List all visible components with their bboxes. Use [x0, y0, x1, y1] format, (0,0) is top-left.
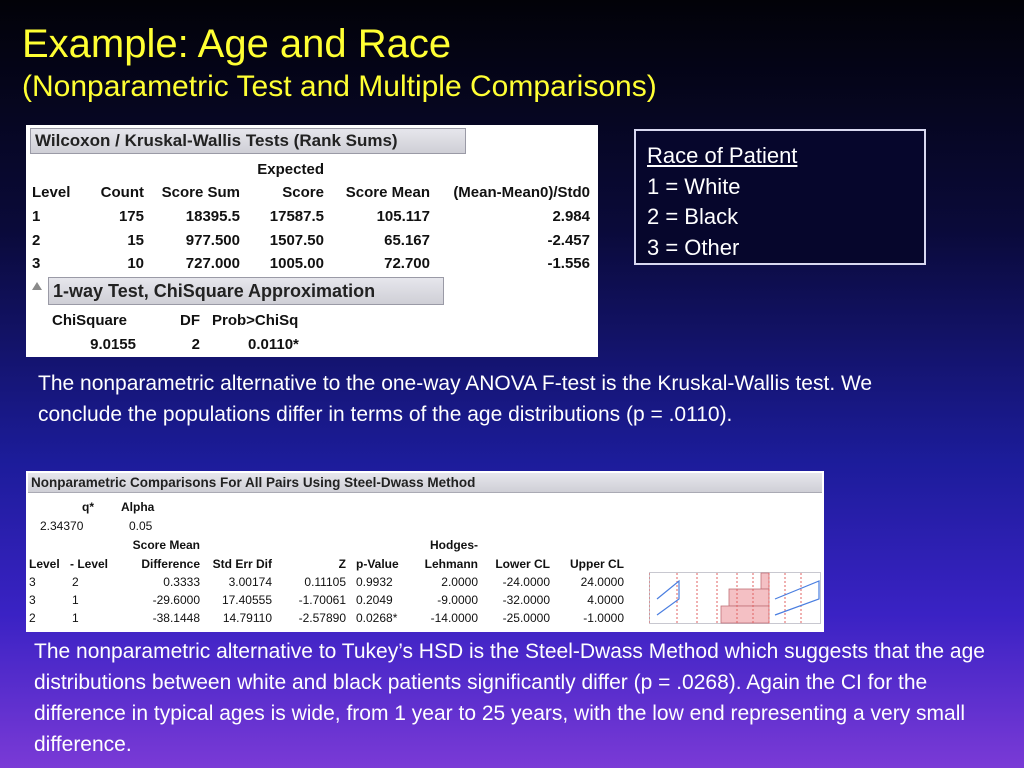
sd-col-pvalue: p-Value	[356, 557, 399, 571]
q-star-label: q*	[82, 500, 94, 514]
chisq-value: 9.0155	[90, 336, 136, 353]
col-score-mean-top: Score Mean	[132, 538, 200, 552]
table-cell: 14.79110	[222, 611, 272, 625]
table-cell: 0.0268*	[356, 611, 398, 625]
paragraph-kruskal-wallis: The nonparametric alternative to the one-way ANOVA F-test is the Kruskal-Wallis test. We conclude the populations differ in terms of the age distributions (p = .0110).	[38, 372, 873, 426]
table-cell: 0.2049	[356, 593, 393, 607]
sd-col-z: Z	[338, 557, 346, 571]
table-cell: 1	[32, 208, 41, 225]
table-cell: 3	[29, 593, 36, 607]
table-cell: -32.0000	[502, 593, 550, 607]
table-cell: 0.11105	[304, 575, 346, 589]
sd-col-level: Level	[29, 557, 60, 571]
prob-value: 0.0110*	[248, 336, 299, 353]
table-cell: 727.000	[185, 255, 240, 272]
slide-title: Example: Age and Race	[22, 22, 452, 66]
col-count: Count	[100, 184, 144, 201]
table-cell: 2.984	[552, 208, 590, 225]
table-cell: 4.0000	[587, 593, 624, 607]
table-cell: -1.70061	[298, 593, 346, 607]
chisq-col-prob: Prob>ChiSq	[212, 312, 299, 329]
table-cell: 3	[32, 255, 41, 272]
race-legend	[634, 129, 926, 265]
legend-item: 3 = Other	[647, 234, 740, 260]
diff-bar-2-1	[721, 606, 769, 623]
table-cell: 1	[72, 593, 79, 607]
alpha-value: 0.05	[129, 519, 153, 533]
table-cell: 3.00174	[228, 575, 272, 589]
table-cell: -38.1448	[152, 611, 200, 625]
df-value: 2	[191, 336, 200, 353]
table-cell: 1	[72, 611, 79, 625]
table-cell: 0.9932	[356, 575, 393, 589]
table-cell: 2	[72, 575, 79, 589]
table-cell: 1507.50	[269, 232, 324, 249]
table-cell: -29.6000	[152, 593, 200, 607]
table-cell: 2	[32, 232, 41, 249]
table-cell: -14.0000	[430, 611, 478, 625]
q-star-value: 2.34370	[40, 519, 84, 533]
slide-subtitle: (Nonparametric Test and Multiple Comparisons)	[22, 70, 657, 103]
paragraph-steel-dwass: The nonparametric alternative to Tukey’s HSD is the Steel-Dwass Method which suggests that the age distributions between white and black patients significantly differ (p = .0268). Again the CI for the difference in typical ages is wide, from 1 year to 25 years, with the low end representing a very small difference.	[34, 640, 985, 756]
chisq-header[interactable]: 1-way Test, ChiSquare Approximation	[48, 277, 444, 305]
sd-col-lehmann: Lehmann	[424, 557, 478, 571]
steel-dwass-panel	[26, 471, 824, 632]
table-cell: 1005.00	[269, 255, 324, 272]
table-cell: -1.556	[547, 255, 590, 272]
table-cell: 17.40555	[221, 593, 272, 607]
table-cell: -2.57890	[298, 611, 346, 625]
table-cell: 72.700	[384, 255, 430, 272]
ci-plot	[649, 569, 821, 625]
table-cell: -25.0000	[502, 611, 550, 625]
sd-col-stderr: Std Err Dif	[212, 557, 272, 571]
diff-bar-3-1	[729, 589, 769, 606]
wilcoxon-header[interactable]: Wilcoxon / Kruskal-Wallis Tests (Rank Sums)	[30, 128, 466, 154]
table-cell: 3	[29, 575, 36, 589]
col-std: (Mean-Mean0)/Std0	[453, 184, 590, 201]
col-score-mean: Score Mean	[345, 184, 430, 201]
legend-item: 2 = Black	[647, 204, 739, 229]
collapse-triangle-icon[interactable]	[32, 282, 42, 290]
diff-bar-3-2	[761, 573, 769, 589]
table-cell: 17587.5	[269, 208, 324, 225]
sd-col-difference: Difference	[141, 557, 200, 571]
table-cell: -24.0000	[502, 575, 550, 589]
chisq-col-df: DF	[180, 312, 200, 329]
table-cell: 15	[127, 232, 144, 249]
table-cell: -1.0000	[583, 611, 624, 625]
table-cell: 2.0000	[441, 575, 478, 589]
col-score-sum: Score Sum	[161, 184, 240, 201]
table-cell: 105.117	[376, 208, 430, 225]
col-level: Level	[32, 184, 71, 201]
legend-heading: Race of Patient	[647, 143, 798, 168]
table-cell: 175	[118, 208, 144, 225]
table-cell: 18395.5	[185, 208, 240, 225]
table-cell: 10	[127, 255, 144, 272]
table-cell: -2.457	[547, 232, 590, 249]
table-cell: -9.0000	[437, 593, 478, 607]
table-cell: 24.0000	[580, 575, 624, 589]
chisq-col-chisquare: ChiSquare	[52, 312, 128, 329]
table-cell: 0.3333	[163, 575, 200, 589]
wilcoxon-panel	[26, 125, 598, 357]
sd-col-lowercl: Lower CL	[495, 557, 550, 571]
legend-item: 1 = White	[647, 173, 741, 199]
steel-dwass-header[interactable]: Nonparametric Comparisons For All Pairs Using Steel-Dwass Method	[28, 473, 822, 493]
alpha-label: Alpha	[121, 500, 155, 514]
sd-col-uppercl: Upper CL	[570, 557, 624, 571]
table-cell: 2	[29, 611, 36, 625]
col-expected-score: Score	[282, 184, 324, 201]
table-cell: 977.500	[185, 232, 240, 249]
table-cell: 65.167	[384, 232, 430, 249]
col-hodges-top: Hodges-	[430, 538, 478, 552]
expected-label: Expected	[257, 161, 324, 178]
sd-col-level2: - Level	[70, 557, 109, 571]
